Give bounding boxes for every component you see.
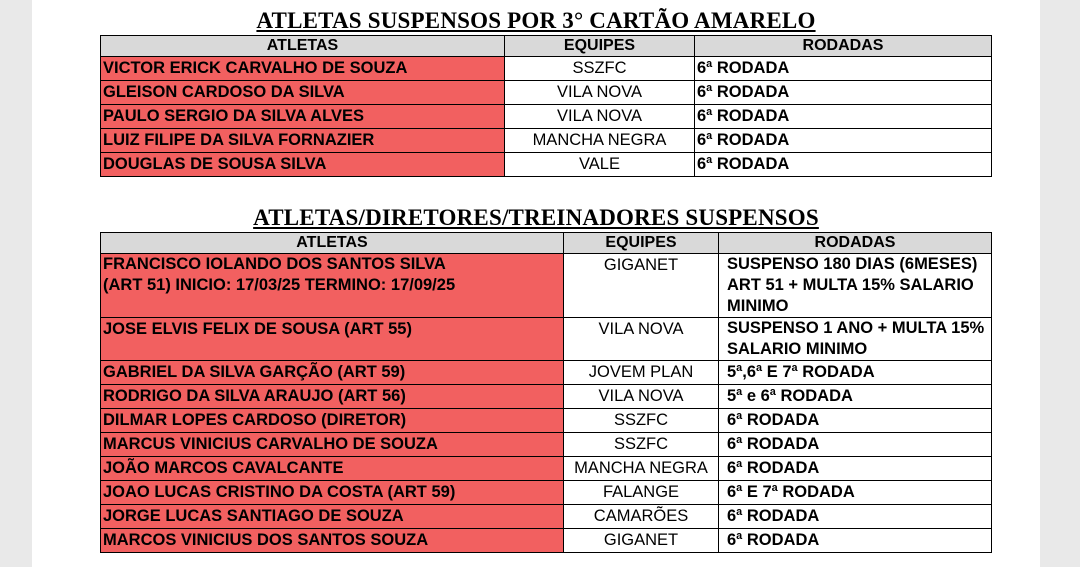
table-header-row (101, 36, 992, 57)
section1-title: ATLETAS SUSPENSOS POR 3° CARTÃO AMARELO (256, 8, 816, 33)
header-athletes: ATLETAS (101, 36, 505, 57)
suspension-round: 6ª RODADA (719, 457, 992, 481)
table-row (101, 361, 992, 385)
athlete-name: GABRIEL DA SILVA GARÇÃO (ART 59) (101, 361, 564, 385)
athlete-name: PAULO SERGIO DA SILVA ALVES (101, 105, 505, 129)
team-name: JOVEM PLAN (564, 361, 719, 385)
team-name: GIGANET (564, 529, 719, 553)
suspension-round: 5ª e 6ª RODADA (719, 385, 992, 409)
team-name: CAMARÕES (564, 505, 719, 529)
team-name: MANCHA NEGRA (564, 457, 719, 481)
header-athletes: ATLETAS (101, 233, 564, 254)
header-teams: EQUIPES (564, 233, 719, 254)
table-row (101, 129, 992, 153)
table-row (101, 433, 992, 457)
header-rounds: RODADAS (695, 36, 992, 57)
suspension-round: 6ª RODADA (695, 129, 992, 153)
table-row (101, 57, 992, 81)
team-name: SSZFC (564, 433, 719, 457)
table-row (101, 505, 992, 529)
athlete-name: DOUGLAS DE SOUSA SILVA (101, 153, 505, 177)
suspension-round: SUSPENSO 180 DIAS (6MESES) ART 51 + MULTA 15% SALARIO MINIMO (719, 254, 992, 318)
team-name: GIGANET (564, 254, 719, 318)
team-name: VILA NOVA (505, 81, 695, 105)
table-row (101, 153, 992, 177)
athlete-name: JOÃO MARCOS CAVALCANTE (101, 457, 564, 481)
athlete-name: RODRIGO DA SILVA ARAUJO (ART 56) (101, 385, 564, 409)
athlete-name: MARCOS VINICIUS DOS SANTOS SOUZA (101, 529, 564, 553)
header-teams: EQUIPES (505, 36, 695, 57)
document-page (32, 0, 1040, 567)
table-row (101, 81, 992, 105)
team-name: FALANGE (564, 481, 719, 505)
suspension-round: 6ª RODADA (695, 57, 992, 81)
team-name: SSZFC (564, 409, 719, 433)
suspension-round: SUSPENSO 1 ANO + MULTA 15% SALARIO MINIMO (719, 318, 992, 361)
suspension-round: 6ª RODADA (695, 81, 992, 105)
team-name: MANCHA NEGRA (505, 129, 695, 153)
table-row (101, 385, 992, 409)
suspension-round: 6ª RODADA (719, 409, 992, 433)
athlete-name: JOSE ELVIS FELIX DE SOUSA (ART 55) (101, 318, 564, 361)
athlete-name: DILMAR LOPES CARDOSO (DIRETOR) (101, 409, 564, 433)
table-row (101, 254, 992, 318)
athlete-name: LUIZ FILIPE DA SILVA FORNAZIER (101, 129, 505, 153)
table-row (101, 481, 992, 505)
suspension-round: 6ª RODADA (719, 529, 992, 553)
athlete-name: JORGE LUCAS SANTIAGO DE SOUZA (101, 505, 564, 529)
athlete-name: VICTOR ERICK CARVALHO DE SOUZA (101, 57, 505, 81)
athlete-name: JOAO LUCAS CRISTINO DA COSTA (ART 59) (101, 481, 564, 505)
table-row (101, 318, 992, 361)
suspension-round: 6ª RODADA (719, 505, 992, 529)
yellow-card-suspensions-table (100, 35, 992, 177)
team-name: VILA NOVA (564, 385, 719, 409)
team-name: VALE (505, 153, 695, 177)
section2-title: ATLETAS/DIRETORES/TREINADORES SUSPENSOS (253, 205, 819, 230)
table-row (101, 529, 992, 553)
athlete-name-line1: FRANCISCO IOLANDO DOS SANTOS SILVA (103, 255, 446, 273)
suspension-round: 5ª,6ª E 7ª RODADA (719, 361, 992, 385)
suspension-round: 6ª RODADA (719, 433, 992, 457)
athlete-name (101, 254, 564, 318)
athlete-name-line2: (ART 51) INICIO: 17/03/25 TERMINO: 17/09/25 (103, 276, 456, 294)
header-rounds: RODADAS (719, 233, 992, 254)
suspension-round: 6ª RODADA (695, 105, 992, 129)
suspension-round: 6ª E 7ª RODADA (719, 481, 992, 505)
team-name: VILA NOVA (505, 105, 695, 129)
general-suspensions-table (100, 232, 992, 553)
table-row (101, 457, 992, 481)
team-name: SSZFC (505, 57, 695, 81)
table-row (101, 409, 992, 433)
table-row (101, 105, 992, 129)
athlete-name: MARCUS VINICIUS CARVALHO DE SOUZA (101, 433, 564, 457)
suspension-round: 6ª RODADA (695, 153, 992, 177)
team-name: VILA NOVA (564, 318, 719, 361)
athlete-name: GLEISON CARDOSO DA SILVA (101, 81, 505, 105)
table-header-row (101, 233, 992, 254)
